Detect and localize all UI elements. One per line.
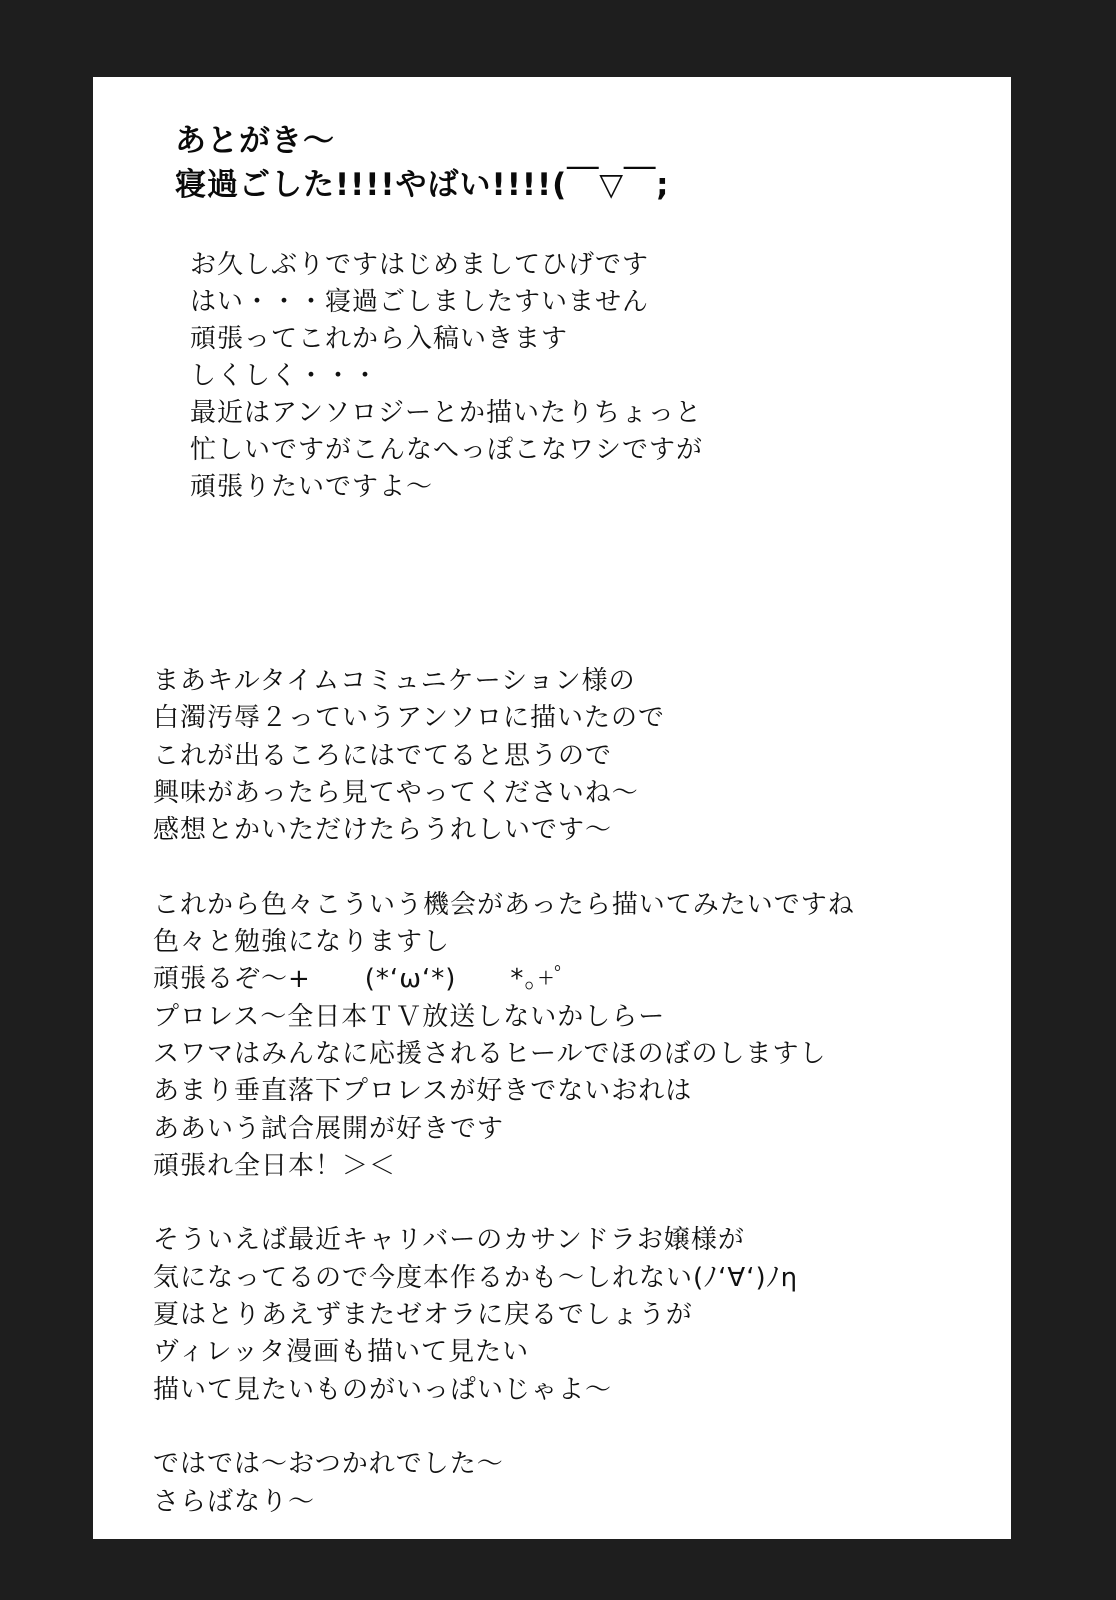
text-line: ヴィレッタ漫画も描いて見たい xyxy=(153,1337,530,1368)
text-line: 忙しいですがこんなへっぽこなワシですが xyxy=(190,435,704,465)
text-line: 頑張れ全日本！＞＜ xyxy=(153,1150,397,1181)
text-line: これが出るころにはでてると思うので xyxy=(153,740,613,771)
afterword-heading xyxy=(175,119,670,207)
text-line: 頑張るぞ～+ (*‘ω‘*) *｡+ﾟ xyxy=(153,964,568,995)
blank-line xyxy=(153,849,855,886)
text-line: そういえば最近キャリバーのカサンドラお嬢様が xyxy=(153,1225,745,1256)
text-line: さらばなり～ xyxy=(153,1486,316,1517)
blank-line xyxy=(153,1185,855,1222)
text-line: プロレス～全日本ＴＶ放送しないかしらー xyxy=(153,1001,666,1032)
afterword-subtitle: 寝過ごした!!!!やばい!!!!(￣▽￣; xyxy=(175,167,670,203)
text-line: しくしく・・・ xyxy=(190,361,380,391)
text-line: はい・・・寝過ごしましたすいません xyxy=(190,287,650,317)
afterword-page xyxy=(93,77,1011,1539)
text-line: 白濁汚辱２っていうアンソロに描いたので xyxy=(153,703,665,734)
main-text xyxy=(153,663,855,1521)
blank-line xyxy=(153,1409,855,1446)
text-line: ではでは～おつかれでした～ xyxy=(153,1449,504,1480)
text-line: スワマはみんなに応援されるヒールでほのぼのしますし xyxy=(153,1038,827,1069)
text-line: お久しぶりですはじめましてひげです xyxy=(190,250,650,280)
text-line: あまり垂直落下プロレスが好きでないおれは xyxy=(153,1076,693,1107)
text-line: ああいう試合展開が好きです xyxy=(153,1113,505,1144)
text-line: 色々と勉強になりますし xyxy=(153,927,451,958)
text-line: 興味があったら見てやってくださいね～ xyxy=(153,777,639,808)
text-line: 気になってるので今度本作るかも～しれない(ﾉ‘∀‘)ﾉη xyxy=(153,1262,799,1293)
text-line: まあキルタイムコミュニケーション様の xyxy=(153,666,636,696)
text-line: 頑張りたいですよ～ xyxy=(190,472,434,502)
text-line: 描いて見たいものがいっぱいじゃよ～ xyxy=(153,1374,613,1405)
afterword-title: あとがき～ xyxy=(175,123,335,159)
intro-paragraph xyxy=(190,247,703,506)
text-line: 夏はとりあえずまたゼオラに戻るでしょうが xyxy=(153,1300,693,1331)
text-line: 感想とかいただけたらうれしいです～ xyxy=(153,815,613,846)
text-line: 最近はアンソロジーとか描いたりちょっと xyxy=(190,398,702,428)
text-line: 頑張ってこれから入稿いきます xyxy=(190,324,569,354)
text-line: これから色々こういう機会があったら描いてみたいですね xyxy=(153,889,855,920)
